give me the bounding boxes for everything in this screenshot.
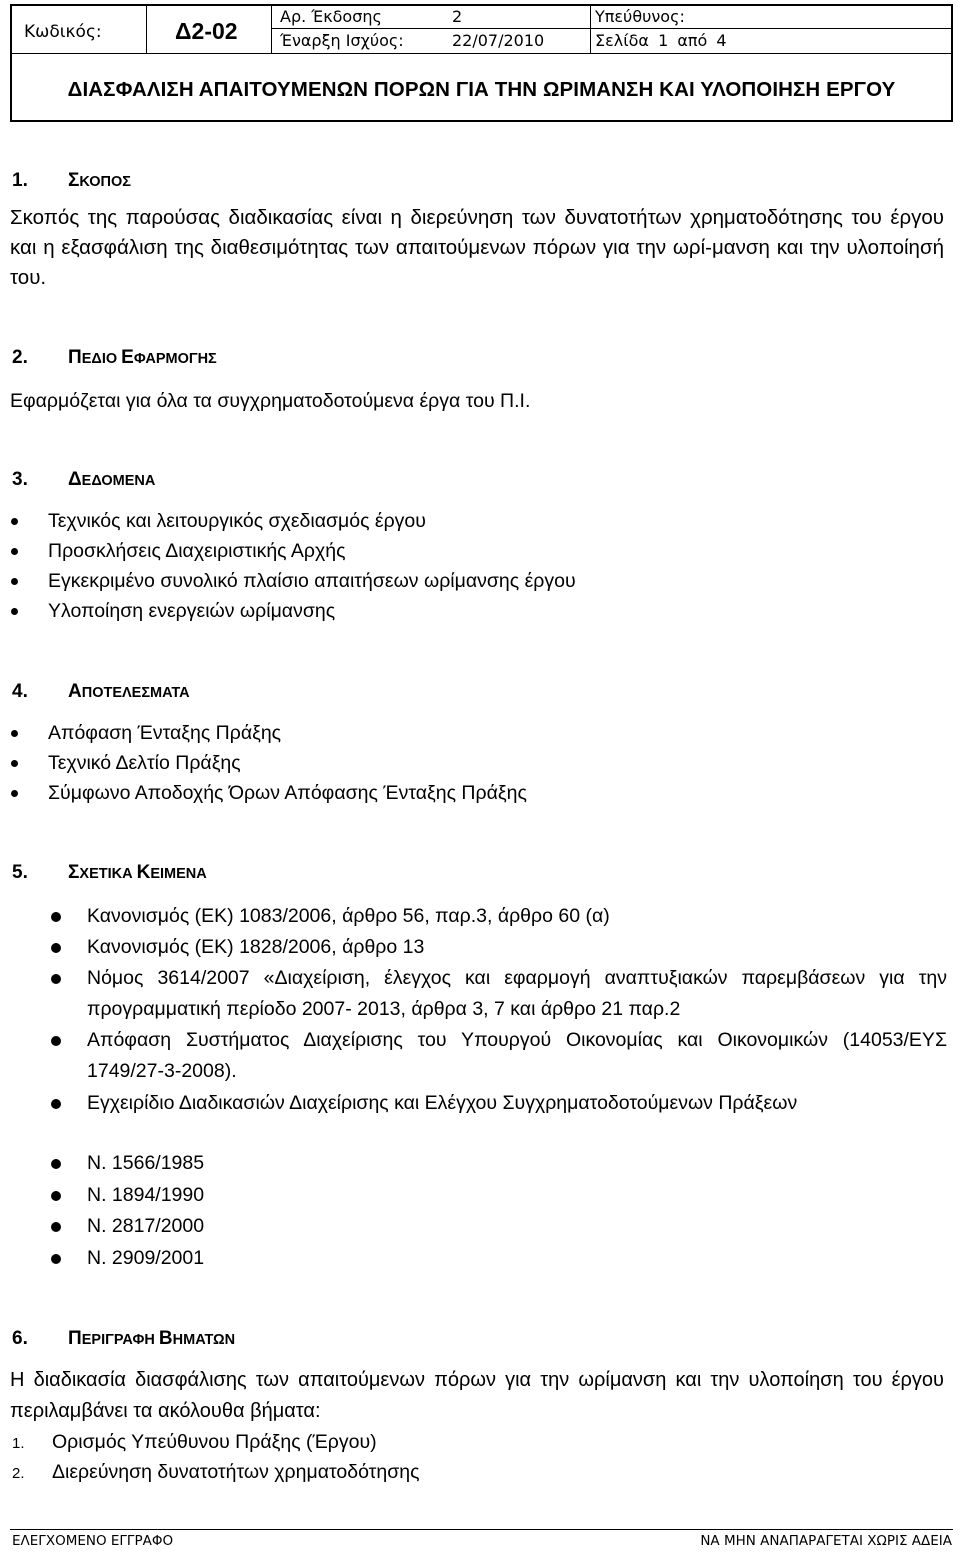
section-heading: 1. ΣΚΟΠΟΣ <box>12 170 131 191</box>
code-label: Κωδικός: <box>24 22 102 42</box>
list-item: Προσκλήσεις Διαχειριστικής Αρχής <box>48 536 576 566</box>
section-paragraph: Η διαδικασία διασφάλισης των απαιτούμενων πόρων για την ωρίμανση και την υλοποίηση του έργου περιλαμβάνει τα ακόλουθα βήματα: <box>10 1369 944 1422</box>
reference-item: Κανονισμός (ΕΚ) 1083/2006, άρθρο 56, παρ.3, άρθρο 60 (α) <box>87 901 947 932</box>
edition-label: Αρ. Έκδοσης <box>280 7 382 26</box>
bullet-icon <box>51 943 61 953</box>
reference-item: Νόμος 3614/2007 «Διαχείριση, έλεγχος και εφαρμογή αναπτυξιακών παρεμβάσεων για την προγραμματική περίοδο 2007- 2013, άρθρα 3, 7 και άρθρο 21 παρ.2 <box>87 963 947 1025</box>
document-title: ΔΙΑΣΦΑΛΙΣΗ ΑΠΑΙΤΟΥΜΕΝΩΝ ΠΟΡΩΝ ΓΙΑ ΤΗΝ ΩΡΙΜΑΝΣΗ ΚΑΙ ΥΛΟΠΟΙΗΣΗ ΕΡΓΟΥ <box>67 78 896 101</box>
list-item: Ν. 2909/2001 <box>87 1243 204 1275</box>
code-value: Δ2-02 <box>175 18 238 44</box>
list-item: Εγκεκριμένο συνολικό πλαίσιο απαιτήσεων ωρίμανσης έργου <box>48 566 576 596</box>
header-divider <box>590 6 591 53</box>
outputs-list <box>48 718 527 808</box>
list-item: Υλοποίηση ενεργειών ωρίμανσης <box>48 596 576 626</box>
steps-list <box>12 1427 420 1487</box>
bullet-icon <box>51 1222 61 1232</box>
section-heading: 2. ΠΕΔΙΟ ΕΦΑΡΜΟΓΗΣ <box>12 347 217 368</box>
step-item: 2. Διερεύνηση δυνατοτήτων χρηματοδότησης <box>12 1461 420 1483</box>
document-header <box>10 4 953 122</box>
section-paragraph: Εφαρμόζεται για όλα τα συγχρηματοδοτούμενα έργα του Π.Ι. <box>10 390 531 412</box>
laws-list <box>87 1148 204 1274</box>
bullet-icon <box>11 578 18 585</box>
edition-value: 2 <box>452 7 463 26</box>
page-number: Σελίδα 1 από 4 <box>595 31 727 50</box>
section-heading: 6. ΠΕΡΙΓΡΑΦΗ ΒΗΜΑΤΩΝ <box>12 1328 236 1349</box>
header-divider <box>271 6 272 53</box>
footer-right: ΝΑ ΜΗΝ ΑΝΑΠΑΡΑΓΕΤΑΙ ΧΩΡΙΣ ΑΔΕΙΑ <box>700 1533 952 1549</box>
section-heading: 4. ΑΠΟΤΕΛΕΣΜΑΤΑ <box>12 681 190 702</box>
bullet-icon <box>11 608 18 615</box>
bullet-icon <box>51 974 61 984</box>
list-item: Ν. 1894/1990 <box>87 1180 204 1212</box>
header-divider <box>271 28 953 29</box>
list-item: Ν. 1566/1985 <box>87 1148 204 1180</box>
bullet-icon <box>51 1191 61 1201</box>
section-paragraph: Σκοπός της παρούσας διαδικασίας είναι η διερεύνηση των δυνατοτήτων χρηματοδότησης του έργου και η εξασφάλιση της διαθεσιμότητας των απαιτούμενων πόρων για την ωρί-μανση και την υλοποίησή του. <box>10 206 944 289</box>
inputs-list <box>48 506 576 626</box>
responsible-label: Υπεύθυνος: <box>595 7 685 26</box>
footer-left: ΕΛΕΓΧΟΜΕΝΟ ΕΓΓΡΑΦΟ <box>12 1533 174 1549</box>
bullet-icon <box>11 760 18 767</box>
effective-date: 22/07/2010 <box>452 31 545 50</box>
effective-label: Έναρξη Ισχύος: <box>280 31 404 50</box>
bullet-icon <box>11 548 18 555</box>
bullet-icon <box>11 790 18 797</box>
list-item: Ν. 2817/2000 <box>87 1211 204 1243</box>
header-divider <box>146 6 147 53</box>
reference-item: Απόφαση Συστήματος Διαχείρισης του Υπουργού Οικονομίας και Οικονομικών (14053/ΕΥΣ 1749/27-3-2008). <box>87 1025 947 1087</box>
bullet-icon <box>11 730 18 737</box>
reference-item: Κανονισμός (ΕΚ) 1828/2006, άρθρο 13 <box>87 932 947 963</box>
bullet-icon <box>51 1254 61 1264</box>
list-item: Τεχνικό Δελτίο Πράξης <box>48 748 527 778</box>
bullet-icon <box>51 1099 61 1109</box>
section-heading: 5. ΣΧΕΤΙΚΑ ΚΕΙΜΕΝΑ <box>12 862 207 883</box>
bullet-icon <box>51 1036 61 1046</box>
bullet-icon <box>51 912 61 922</box>
section-heading: 3. ΔΕΔΟΜΕΝΑ <box>12 469 156 490</box>
header-divider <box>12 53 953 54</box>
bullet-icon <box>51 1159 61 1169</box>
bullet-icon <box>11 518 18 525</box>
list-item: Σύμφωνο Αποδοχής Όρων Απόφασης Ένταξης Πράξης <box>48 778 527 808</box>
list-item: Τεχνικός και λειτουργικός σχεδιασμός έργου <box>48 506 576 536</box>
step-item: 1. Ορισμός Υπεύθυνου Πράξης (Έργου) <box>12 1431 377 1453</box>
reference-item: Εγχειρίδιο Διαδικασιών Διαχείρισης και Ελέγχου Συγχρηματοδοτούμενων Πράξεων <box>87 1088 947 1119</box>
list-item: Απόφαση Ένταξης Πράξης <box>48 718 527 748</box>
footer-divider <box>10 1529 953 1530</box>
